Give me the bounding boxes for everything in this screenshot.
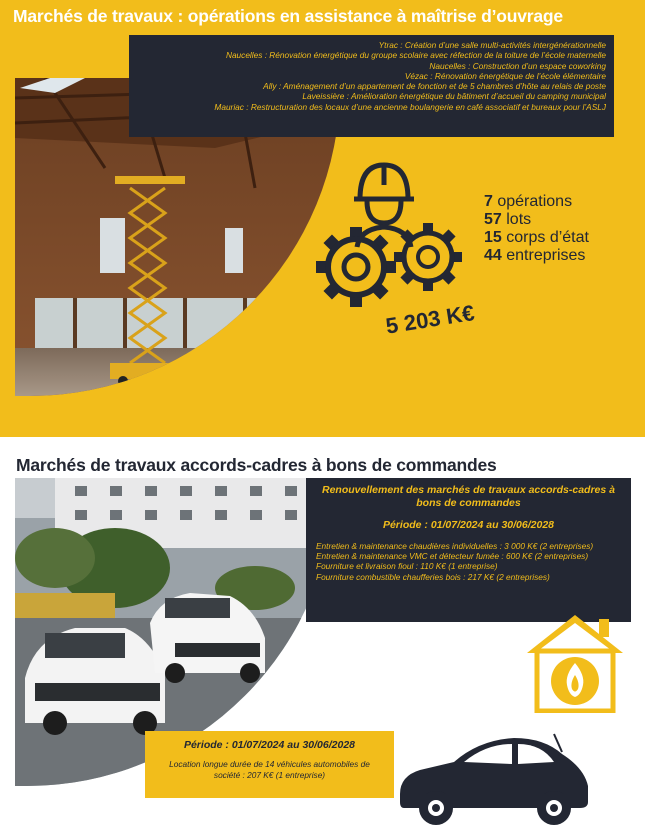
section1-title: Marchés de travaux : opérations en assistance à maîtrise d’ouvrage xyxy=(13,6,563,26)
operation-item: Mauriac : Restructuration des locaux d’une ancienne boulangerie en café associatif et bureaux pour l’ASLJ xyxy=(214,101,606,112)
stat-item: 7 opérations xyxy=(484,193,573,210)
operation-item: Vézac : Rénovation énergétique de l’école élémentaire xyxy=(404,70,606,81)
house-fire-icon xyxy=(525,611,625,713)
renewal-period: Période : 01/07/2024 au 30/06/2028 xyxy=(382,519,555,531)
operation-item: Naucelles : Rénovation énergétique du groupe scolaire avec réfection de la toiture de l’école maternelle xyxy=(225,50,606,61)
renewal-items xyxy=(316,541,621,582)
operation-item: Ally : Aménagement d’un appartement de fonction et de 5 chambres d’hôte au relais de poste xyxy=(263,81,606,92)
renewal-item: Entretien & maintenance VMC et détecteur fumée : 600 K€ (2 entreprises) xyxy=(316,551,589,562)
operation-item: Naucelles : Construction d’un espace coworking xyxy=(429,60,606,71)
section2-title: Marchés de travaux accords-cadres à bons de commandes xyxy=(16,455,497,475)
renewal-title: Renouvellement des marchés de travaux accords-cadres à bons de commandes xyxy=(322,484,615,509)
lease-box xyxy=(145,731,394,798)
operation-item: Ytrac : Création d’une salle multi-activités intergénérationnelle xyxy=(378,40,606,50)
stat-item: 44 entreprises xyxy=(484,247,586,264)
stat-item: 57 lots xyxy=(484,211,532,228)
operation-item: Laveissière : Amélioration énergétique du bâtiment d’accueil du camping municipal xyxy=(302,91,606,102)
stats-list xyxy=(484,193,589,265)
car-icon xyxy=(394,724,594,828)
stat-item: 15 corps d’état xyxy=(484,229,589,246)
renewal-item: Fourniture et livraison fioul : 110 K€ (1 entreprise) xyxy=(316,561,498,572)
total-amount: 5 203 K€ xyxy=(384,300,477,339)
lease-period: Période : 01/07/2024 au 30/06/2028 xyxy=(183,739,356,751)
renewal-item: Entretien & maintenance chaudières individuelles : 3 000 K€ (2 entreprises) xyxy=(316,541,594,551)
lease-text: Location longue durée de 14 véhicules automobiles de société : 207 K€ (1 entreprise) xyxy=(169,759,370,780)
operations-list xyxy=(129,35,614,137)
renewal-item: Fourniture combustible chaufferies bois : 217 K€ (2 entreprises) xyxy=(316,571,550,582)
worker-gears-icon xyxy=(312,157,472,317)
renewal-box xyxy=(306,478,631,622)
